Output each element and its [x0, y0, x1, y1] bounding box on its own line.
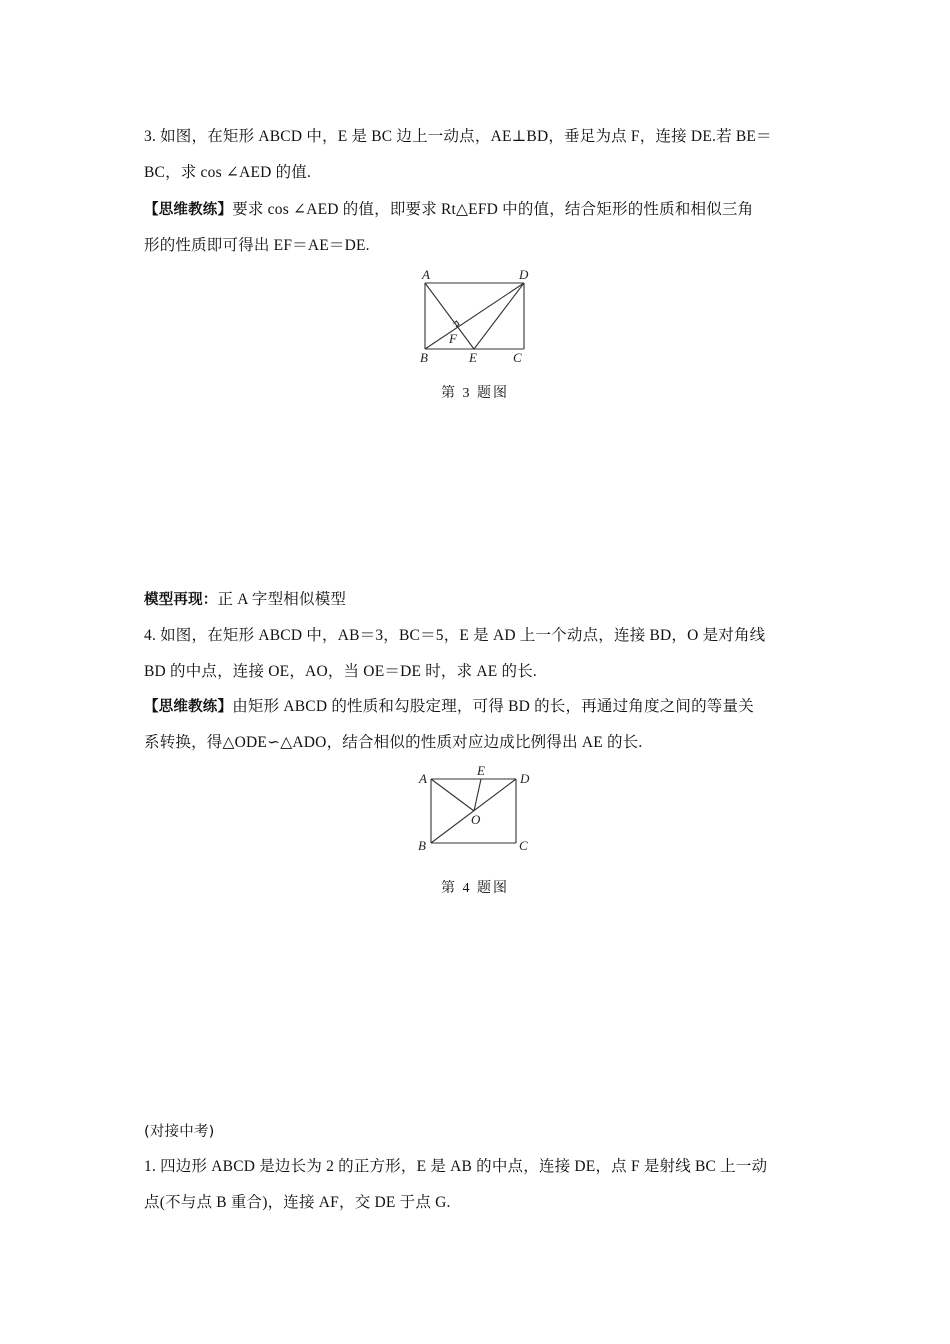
hint-label: 【思维教练】: [144, 699, 233, 715]
figure-4-caption: 第 4 题图: [441, 881, 509, 896]
rectangle-diagram-3: [0, 0, 950, 400]
label-B: B: [418, 838, 426, 853]
problem-4-text-line-1: 4. 如图，在矩形 ABCD 中，AB＝3，BC＝5，E 是 AD 上一个动点，连接 BD，O 是对角线: [144, 627, 766, 644]
rectangle-diagram-4: [0, 700, 950, 900]
problem-3-hint-line-2: 形的性质即可得出 EF＝AE＝DE.: [144, 237, 370, 254]
label-D: D: [520, 771, 530, 786]
exam-problem-1-line-1: 1. 四边形 ABCD 是边长为 2 的正方形，E 是 AB 的中点，连接 DE，点 F 是射线 BC 上一动: [144, 1158, 768, 1175]
label-O: O: [471, 812, 481, 827]
exam-section-heading: (对接中考): [144, 1124, 215, 1140]
problem-4-hint-line-2: 系转换，得△ODE∽△ADO，结合相似的性质对应边成比例得出 AE 的长.: [144, 734, 643, 751]
label-C: C: [513, 350, 522, 365]
label-A: A: [419, 771, 427, 786]
problem-4-text-line-2: BD 的中点，连接 OE，AO，当 OE＝DE 时，求 AE 的长.: [144, 663, 537, 680]
label-E: E: [469, 350, 477, 365]
model-label: 模型再现：: [144, 592, 218, 608]
problem-3-text-line-1: 3. 如图，在矩形 ABCD 中，E 是 BC 边上一动点，AE⊥BD，垂足为点 F，连接 DE.若 BE＝: [144, 128, 772, 145]
figure-4: [0, 700, 950, 900]
label-E: E: [477, 763, 485, 778]
hint-text: 由矩形 ABCD 的性质和勾股定理，可得 BD 的长，再通过角度之间的等量关: [232, 698, 754, 715]
problem-3-text-line-2: BC，求 cos ∠AED 的值.: [144, 164, 312, 181]
hint-label: 【思维教练】: [144, 202, 233, 218]
label-B: B: [420, 350, 428, 365]
model-section-heading: [144, 590, 814, 610]
label-F: F: [449, 331, 457, 346]
figure-3: [0, 0, 950, 400]
exam-problem-1-line-2: 点(不与点 B 重合)，连接 AF，交 DE 于点 G.: [144, 1194, 451, 1211]
figure-3-caption: 第 3 题图: [441, 386, 509, 401]
hint-text: 要求 cos ∠AED 的值，即要求 Rt△EFD 中的值，结合矩形的性质和相似三角: [232, 201, 754, 218]
model-title: 正 A 字型相似模型: [217, 591, 347, 608]
label-D: D: [519, 267, 529, 282]
label-C: C: [519, 838, 528, 853]
label-A: A: [422, 267, 430, 282]
